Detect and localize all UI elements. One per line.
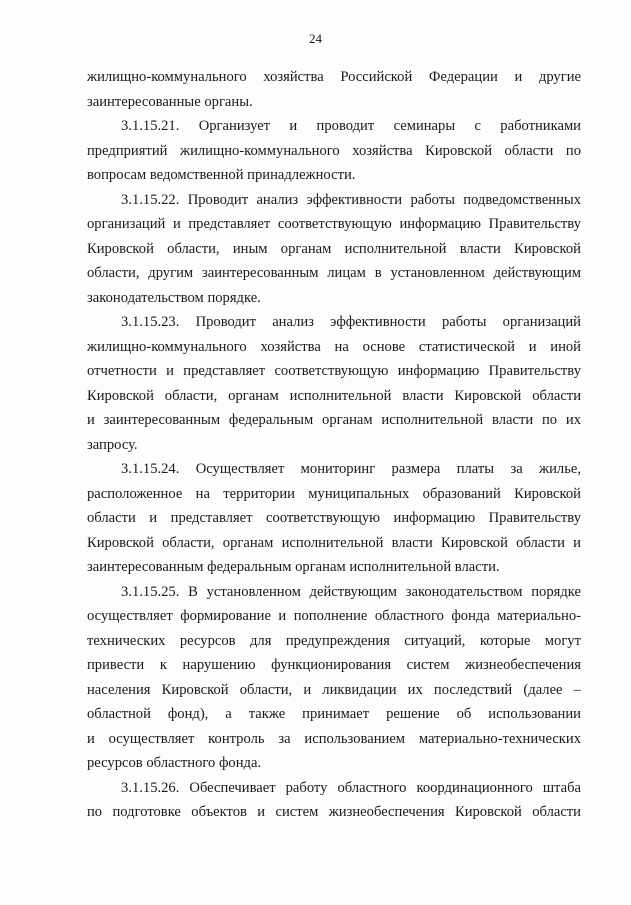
document-body (87, 65, 581, 825)
paragraph (87, 580, 581, 776)
text-line: осуществляет формирование и пополнение областного фонда материально- (87, 608, 581, 624)
text-line: 3.1.15.24. Осуществляет мониторинг размера платы за жилье, (121, 461, 581, 477)
text-line: 3.1.15.23. Проводит анализ эффективности работы организаций (121, 314, 581, 330)
text-line: Кировской области, иным органам исполнительной власти Кировской (87, 240, 581, 257)
paragraph (87, 457, 581, 580)
text-line: области и представляет соответствующую информацию Правительству (87, 510, 581, 526)
text-line: отчетности и представляет соответствующую информацию Правительству (87, 363, 581, 379)
text-line: законодательством порядке. (87, 289, 261, 306)
text-line: 3.1.15.22. Проводит анализ эффективности работы подведомственных (121, 191, 581, 208)
text-line: Кировской области, органам исполнительной власти Кировской области и (87, 534, 581, 551)
text-line: области, другим заинтересованным лицам в установленном действующим (87, 265, 581, 281)
text-line: 3.1.15.21. Организует и проводит семинары с работниками (121, 118, 581, 134)
text-line: привести к нарушению функционирования систем жизнеобеспечения (87, 657, 581, 673)
text-line: жилищно-коммунального хозяйства Российской Федерации и другие (87, 69, 581, 85)
text-line: жилищно-коммунального хозяйства на основе статистической и иной (87, 338, 581, 355)
text-line: вопросам ведомственной принадлежности. (87, 167, 356, 183)
paragraph (87, 310, 581, 457)
paragraph (87, 65, 581, 114)
paragraph (87, 114, 581, 188)
text-line: ресурсов областного фонда. (87, 755, 262, 771)
text-line: заинтересованным федеральным органам исполнительной власти. (87, 559, 500, 575)
page-number: 24 (309, 31, 322, 46)
text-line: и осуществляет контроль за использованием материально-технических (87, 730, 581, 747)
text-line: по подготовке объектов и систем жизнеобеспечения Кировской области (87, 804, 581, 820)
text-line: запросу. (87, 436, 138, 453)
text-line: областной фонд), а также принимает решение об использовании (87, 706, 581, 722)
paragraph (87, 188, 581, 311)
text-line: 3.1.15.25. В установленном действующим законодательством порядке (121, 583, 581, 600)
text-line: расположенное на территории муниципальных образований Кировской (87, 485, 581, 502)
text-line: организаций и представляет соответствующую информацию Правительству (87, 216, 581, 232)
text-line: населения Кировской области, и ликвидации их последствий (далее – (87, 681, 581, 698)
text-line: технических ресурсов для предупреждения ситуаций, которые могут (87, 632, 581, 649)
text-line: предприятий жилищно-коммунального хозяйства Кировской области по (87, 142, 581, 159)
text-line: заинтересованные органы. (87, 93, 253, 110)
text-line: 3.1.15.26. Обеспечивает работу областного координационного штаба (121, 779, 581, 796)
text-line: и заинтересованным федеральным органам исполнительной власти по их (87, 412, 581, 428)
text-line: Кировской области, органам исполнительной власти Кировской области (87, 387, 581, 404)
paragraph (87, 776, 581, 825)
